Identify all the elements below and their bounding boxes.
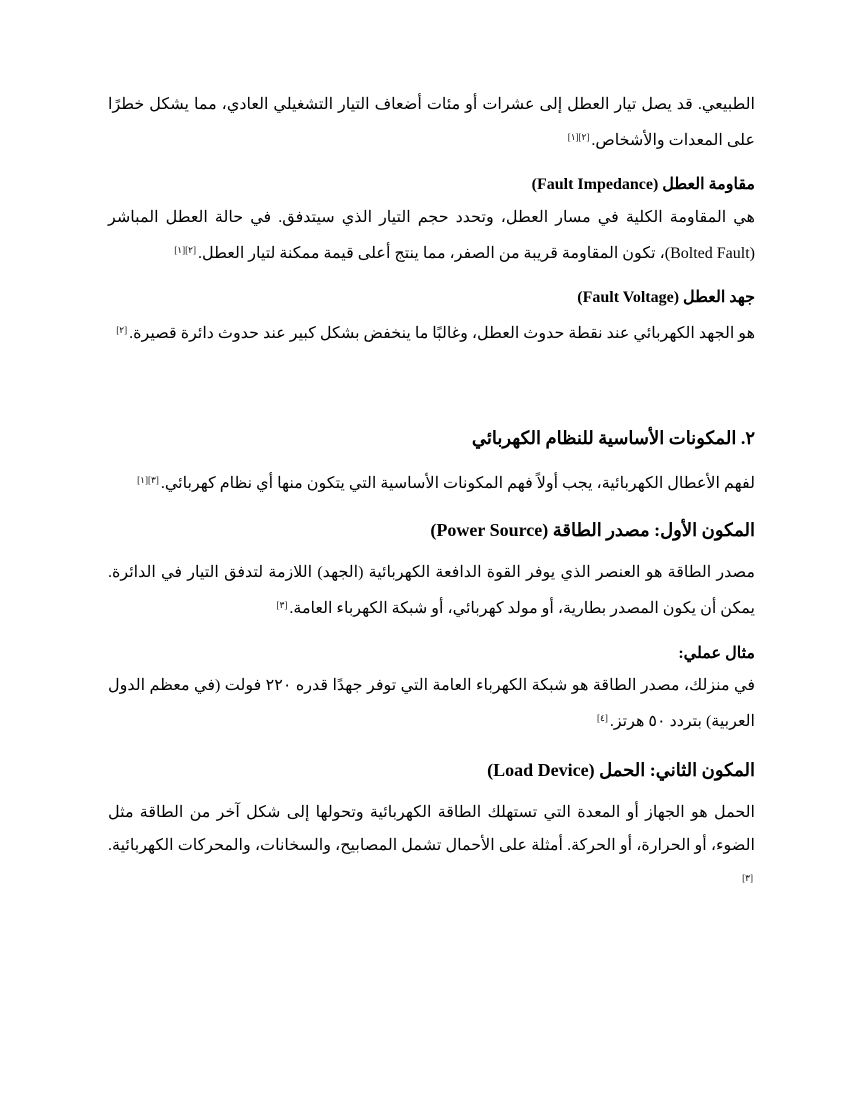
component-1-text: مصدر الطاقة هو العنصر الذي يوفر القوة الدافعة الكهربائية (الجهد) اللازمة لتدفق التيار في الدائرة. يمكن أن يكون المصدر بطارية، أو مولد كهربائي، أو شبكة الكهرباء العامة. xyxy=(108,564,755,617)
citation-refs[interactable]: [٤] xyxy=(597,713,608,723)
citation-refs[interactable]: [٢] xyxy=(116,325,128,335)
fault-voltage-paragraph xyxy=(108,314,755,350)
component-1-paragraph xyxy=(108,556,755,625)
citation-refs[interactable]: [٣] xyxy=(742,873,753,883)
fault-impedance-text: هي المقاومة الكلية في مسار العطل، وتحدد حجم التيار الذي سيتدفق. في حالة العطل المباشر (Bolted Fault)، تكون المقاومة قريبة من الصفر، مما ينتج أعلى قيمة ممكنة لتيار العطل. xyxy=(108,209,755,262)
section-2-text: لفهم الأعطال الكهربائية، يجب أولاً فهم المكونات الأساسية التي يتكون منها أي نظام كهربائي. xyxy=(160,475,755,492)
citation-refs[interactable]: [٢][١] xyxy=(174,245,196,255)
fault-voltage-text: هو الجهد الكهربائي عند نقطة حدوث العطل، وغالبًا ما ينخفض بشكل كبير عند حدوث دائرة قصيرة. xyxy=(129,325,755,342)
example-heading: مثال عملي: xyxy=(678,645,755,662)
fault-voltage-heading: جهد العطل (Fault Voltage) xyxy=(577,289,755,306)
section-2-paragraph xyxy=(108,464,755,500)
citation-refs[interactable]: [٣] xyxy=(276,600,288,610)
example-paragraph xyxy=(108,669,755,738)
component-2-text: الحمل هو الجهاز أو المعدة التي تستهلك الطاقة الكهربائية وتحولها إلى شكل آخر من الطاقة مثل الضوء، أو الحرارة، أو الحركة. أمثلة على الأحمال تشمل المصابيح، والسخانات، والمحركات الكهربائية. xyxy=(108,804,755,854)
section-2-heading: ٢. المكونات الأساسية للنظام الكهربائي xyxy=(471,428,755,448)
citation-refs[interactable]: [٣][١] xyxy=(137,475,159,485)
component-2-heading: المكون الثاني: الحمل (Load Device) xyxy=(487,760,755,780)
citation-refs[interactable]: [٢][١] xyxy=(567,132,590,142)
fault-impedance-heading: مقاومة العطل (Fault Impedance) xyxy=(531,176,755,193)
intro-paragraph xyxy=(108,88,755,157)
intro-text: الطبيعي. قد يصل تيار العطل إلى عشرات أو مئات أضعاف التيار التشغيلي العادي، مما يشكل خطرًا على المعدات والأشخاص. xyxy=(108,96,755,149)
component-1-heading: المكون الأول: مصدر الطاقة (Power Source) xyxy=(430,520,755,540)
example-text: في منزلك، مصدر الطاقة هو شبكة الكهرباء العامة التي توفر جهدًا قدره ٢٢٠ فولت (في معظم الدول العربية) بتردد ٥٠ هرتز. xyxy=(108,677,755,730)
fault-impedance-paragraph xyxy=(108,201,755,270)
component-2-paragraph xyxy=(108,796,755,898)
